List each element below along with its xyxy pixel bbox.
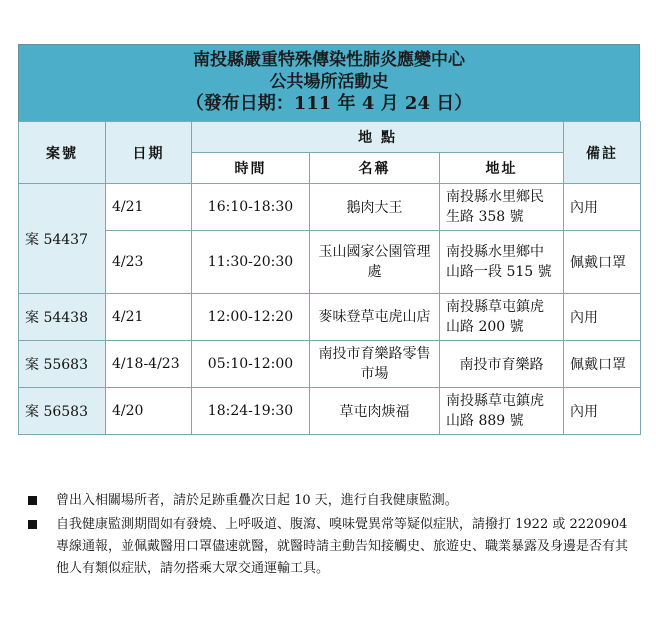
header-remarks: 備註 (564, 122, 641, 184)
header-case: 案號 (19, 122, 106, 184)
activity-table (18, 121, 641, 435)
time-cell: 16:10-18:30 (192, 184, 310, 231)
address-cell: 南投市育樂路 (440, 341, 564, 388)
place-name-cell: 麥味登草屯虎山店 (310, 294, 440, 341)
remark-cell: 內用 (564, 388, 641, 435)
square-bullet-icon (28, 496, 37, 505)
case-cell: 案 54438 (19, 294, 106, 341)
title-line-2: 公共場所活動史 (269, 72, 389, 92)
note-item (28, 514, 628, 580)
date-cell: 4/21 (106, 294, 192, 341)
case-cell: 案 56583 (19, 388, 106, 435)
address-cell: 南投縣草屯鎮虎山路 889 號 (440, 388, 564, 435)
address-cell: 南投縣水里鄉民生路 358 號 (440, 184, 564, 231)
table-row (19, 184, 641, 231)
time-cell: 05:10-12:00 (192, 341, 310, 388)
date-cell: 4/20 (106, 388, 192, 435)
address-cell: 南投縣草屯鎮虎山路 200 號 (440, 294, 564, 341)
remark-cell: 內用 (564, 184, 641, 231)
notes-section (28, 490, 628, 582)
remark-cell: 內用 (564, 294, 641, 341)
header-time: 時間 (192, 153, 310, 184)
table-row (19, 294, 641, 341)
activity-history-document (18, 44, 640, 435)
header-location: 地 點 (192, 122, 564, 153)
time-cell: 11:30-20:30 (192, 231, 310, 294)
note-text: 曾出入相關場所者，請於足跡重疊次日起 10 天，進行自我健康監測。 (56, 493, 458, 508)
date-cell: 4/23 (106, 231, 192, 294)
title-band (18, 44, 640, 121)
remark-cell: 佩戴口罩 (564, 341, 641, 388)
remark-cell: 佩戴口罩 (564, 231, 641, 294)
case-cell: 案 55683 (19, 341, 106, 388)
header-date: 日期 (106, 122, 192, 184)
date-cell: 4/21 (106, 184, 192, 231)
table-row (19, 388, 641, 435)
place-name-cell: 草屯肉焿福 (310, 388, 440, 435)
header-name: 名稱 (310, 153, 440, 184)
time-cell: 18:24-19:30 (192, 388, 310, 435)
header-address: 地址 (440, 153, 564, 184)
date-cell: 4/18-4/23 (106, 341, 192, 388)
note-text: 自我健康監測期間如有發燒、上呼吸道、腹瀉、嗅味覺異常等疑似症狀，請撥打 1922 或 2220904 專線通報，並佩戴醫用口罩儘速就醫，就醫時請主動告知接觸史、旅遊史、職業暴露及身邊是否有其他人有類似症狀，請勿搭乘大眾交通運輸工具。 (56, 517, 629, 576)
place-name-cell: 鵝肉大王 (310, 184, 440, 231)
case-cell: 案 54437 (19, 184, 106, 294)
place-name-cell: 玉山國家公園管理處 (310, 231, 440, 294)
note-item (28, 490, 628, 512)
time-cell: 12:00-12:20 (192, 294, 310, 341)
title-line-3: （發布日期：111 年 4 月 24 日） (185, 93, 473, 114)
address-cell: 南投縣水里鄉中山路一段 515 號 (440, 231, 564, 294)
square-bullet-icon (28, 520, 37, 529)
table-row (19, 341, 641, 388)
title-line-1: 南投縣嚴重特殊傳染性肺炎應變中心 (193, 50, 465, 70)
table-row (19, 231, 641, 294)
place-name-cell: 南投市育樂路零售市場 (310, 341, 440, 388)
